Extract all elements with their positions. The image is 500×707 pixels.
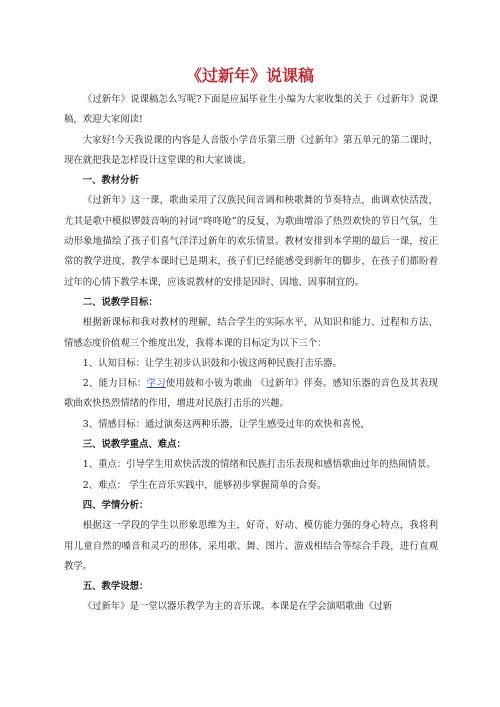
goal-ability-prefix: 2、能力目标： — [82, 378, 147, 390]
teaching-plan-paragraph: 《过新年》是一堂以器乐教学为主的音乐课。本课是在学会演唱歌曲《过新 — [82, 601, 393, 613]
greeting-paragraph: 大家好!今天我说课的内容是人音版小学音乐第三册《过新年》第五单元的第二课时，现在就把我是怎样设计这堂课的和大家谈谈。 — [64, 134, 438, 166]
document-body — [64, 90, 438, 618]
difficult-point: 2、难点： 学生在音乐实践中，能够初步掌握简单的合奏。 — [82, 479, 327, 491]
learner-analysis-paragraph: 根据这一学段的学生以形象思维为主，好奇、好动、模仿能力强的身心特点，我将利用儿童自然的嗓音和灵巧的形体，采用歌、舞、图片、游戏相结合等综合手段，进行直观教学。 — [64, 520, 438, 572]
section-heading-goals: 二、说教学目标： — [82, 296, 158, 308]
goal-cognitive: 1、认知目标：让学生初步认识鼓和小钹这两种民族打击乐器。 — [82, 357, 342, 369]
key-point: 1、重点：引导学生用欢快活泼的情绪和民族打击乐表现和感悟歌曲过年的热闹情景。 — [82, 459, 436, 471]
section-heading-teaching-plan: 五、教学设想： — [82, 581, 149, 593]
section-heading-learner-analysis: 四、学情分析： — [82, 499, 149, 511]
section-heading-key-points: 三、说教学重点、难点： — [82, 439, 186, 451]
section-heading-material: 一、教材分析 — [82, 175, 140, 187]
study-link[interactable]: 学习 — [146, 378, 166, 390]
goal-ability — [64, 374, 438, 415]
goal-ability-text: 使用鼓和小钹为歌曲 《过新年》伴奏。感知乐器的音色及其表现歌曲欢快热烈情绪的作用，增进对民族打击乐的兴趣。 — [64, 378, 438, 410]
material-analysis-paragraph: 《过新年》这一课，歌曲采用了汉族民间音调和秧歌舞的节奏特点，曲调欢快活泼，尤其是歌中模拟锣鼓音响的衬词“咚咚呛”的反复，为歌曲增添了热烈欢快的节日气氛，生动形象地描绘了孩子们喜气洋洋过新年的欢乐情景。教材安排到本学期的最后一课，按正常的教学进度，教学本课时已是期末，孩子们已经能感受到新年的脚步，在孩子们都盼着过年的心情下教学本课，应该说教材的安排是因时、因地、因事制宜的。 — [64, 195, 438, 288]
page-title: 《过新年》说课稿 — [185, 66, 314, 85]
goals-intro-paragraph: 根据新课标和我对教材的理解，结合学生的实际水平，从知识和能力、过程和方法、情感态度价值观三个维度出发，我将本课的目标定为以下三个： — [64, 317, 438, 349]
goal-emotional: 3、情感目标：通过演奏这两种乐器，让学生感受过年的欢快和喜悦， — [82, 418, 371, 430]
intro-paragraph: 《过新年》说课稿怎么写呢?下面是应届毕业生小编为大家收集的关于《过新年》说课稿，欢迎大家阅读! — [64, 94, 438, 126]
